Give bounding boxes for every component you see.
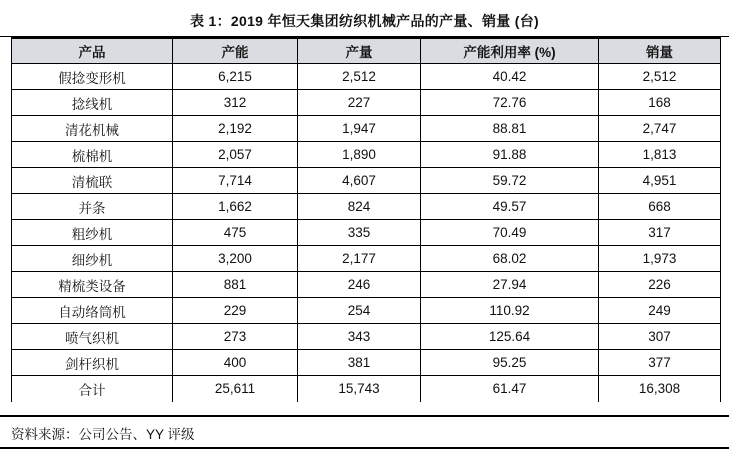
value-cell: 27.94 bbox=[421, 272, 599, 298]
value-cell: 307 bbox=[599, 324, 721, 350]
product-cell: 剑杆织机 bbox=[12, 350, 173, 376]
value-cell: 2,057 bbox=[173, 142, 298, 168]
table-row bbox=[12, 142, 721, 168]
total-row bbox=[12, 376, 721, 402]
table-row bbox=[12, 64, 721, 90]
source-note: 资料来源：公司公告、YY 评级 bbox=[11, 427, 195, 442]
footer-divider bbox=[0, 415, 729, 417]
value-cell: 227 bbox=[298, 90, 421, 116]
value-cell: 49.57 bbox=[421, 194, 599, 220]
table-row bbox=[12, 324, 721, 350]
value-cell: 91.88 bbox=[421, 142, 599, 168]
value-cell: 246 bbox=[298, 272, 421, 298]
value-cell: 881 bbox=[173, 272, 298, 298]
table-body bbox=[12, 64, 721, 402]
value-cell: 312 bbox=[173, 90, 298, 116]
value-cell: 72.76 bbox=[421, 90, 599, 116]
product-cell: 自动络筒机 bbox=[12, 298, 173, 324]
value-cell: 4,951 bbox=[599, 168, 721, 194]
value-cell: 2,512 bbox=[599, 64, 721, 90]
value-cell: 377 bbox=[599, 350, 721, 376]
product-cell: 假捻变形机 bbox=[12, 64, 173, 90]
value-cell: 2,192 bbox=[173, 116, 298, 142]
value-cell: 7,714 bbox=[173, 168, 298, 194]
product-cell: 捻线机 bbox=[12, 90, 173, 116]
table-row bbox=[12, 220, 721, 246]
value-cell: 254 bbox=[298, 298, 421, 324]
value-cell: 88.81 bbox=[421, 116, 599, 142]
product-cell: 喷气织机 bbox=[12, 324, 173, 350]
value-cell: 475 bbox=[173, 220, 298, 246]
value-cell: 68.02 bbox=[421, 246, 599, 272]
value-cell: 381 bbox=[298, 350, 421, 376]
value-cell: 1,973 bbox=[599, 246, 721, 272]
value-cell: 226 bbox=[599, 272, 721, 298]
value-cell: 61.47 bbox=[421, 376, 599, 402]
value-cell: 2,512 bbox=[298, 64, 421, 90]
value-cell: 1,947 bbox=[298, 116, 421, 142]
column-header-product: 产品 bbox=[12, 38, 173, 64]
value-cell: 40.42 bbox=[421, 64, 599, 90]
product-cell: 并条 bbox=[12, 194, 173, 220]
value-cell: 317 bbox=[599, 220, 721, 246]
product-cell: 粗纱机 bbox=[12, 220, 173, 246]
table-row bbox=[12, 168, 721, 194]
value-cell: 249 bbox=[599, 298, 721, 324]
value-cell: 335 bbox=[298, 220, 421, 246]
value-cell: 1,890 bbox=[298, 142, 421, 168]
table-row bbox=[12, 246, 721, 272]
value-cell: 2,177 bbox=[298, 246, 421, 272]
value-cell: 59.72 bbox=[421, 168, 599, 194]
value-cell: 668 bbox=[599, 194, 721, 220]
value-cell: 2,747 bbox=[599, 116, 721, 142]
value-cell: 400 bbox=[173, 350, 298, 376]
table-row bbox=[12, 90, 721, 116]
column-header-sales: 销量 bbox=[599, 38, 721, 64]
value-cell: 824 bbox=[298, 194, 421, 220]
value-cell: 25,611 bbox=[173, 376, 298, 402]
product-cell: 清花机械 bbox=[12, 116, 173, 142]
column-header-output: 产量 bbox=[298, 38, 421, 64]
value-cell: 95.25 bbox=[421, 350, 599, 376]
value-cell: 1,662 bbox=[173, 194, 298, 220]
table-row bbox=[12, 298, 721, 324]
table-row bbox=[12, 350, 721, 376]
value-cell: 229 bbox=[173, 298, 298, 324]
column-header-capacity: 产能 bbox=[173, 38, 298, 64]
value-cell: 273 bbox=[173, 324, 298, 350]
product-cell: 精梳类设备 bbox=[12, 272, 173, 298]
product-cell: 清梳联 bbox=[12, 168, 173, 194]
value-cell: 6,215 bbox=[173, 64, 298, 90]
header-row bbox=[12, 38, 721, 64]
data-table bbox=[11, 36, 721, 402]
column-header-utilization: 产能利用率 (%) bbox=[421, 38, 599, 64]
value-cell: 16,308 bbox=[599, 376, 721, 402]
table-row bbox=[12, 194, 721, 220]
table-row bbox=[12, 116, 721, 142]
table-row bbox=[12, 272, 721, 298]
bottom-rule bbox=[0, 447, 729, 449]
value-cell: 15,743 bbox=[298, 376, 421, 402]
value-cell: 3,200 bbox=[173, 246, 298, 272]
value-cell: 1,813 bbox=[599, 142, 721, 168]
product-cell: 合计 bbox=[12, 376, 173, 402]
value-cell: 70.49 bbox=[421, 220, 599, 246]
product-cell: 细纱机 bbox=[12, 246, 173, 272]
value-cell: 4,607 bbox=[298, 168, 421, 194]
value-cell: 168 bbox=[599, 90, 721, 116]
value-cell: 125.64 bbox=[421, 324, 599, 350]
value-cell: 110.92 bbox=[421, 298, 599, 324]
product-cell: 梳棉机 bbox=[12, 142, 173, 168]
value-cell: 343 bbox=[298, 324, 421, 350]
table-title: 表 1：2019 年恒天集团纺织机械产品的产量、销量 (台) bbox=[190, 13, 539, 29]
